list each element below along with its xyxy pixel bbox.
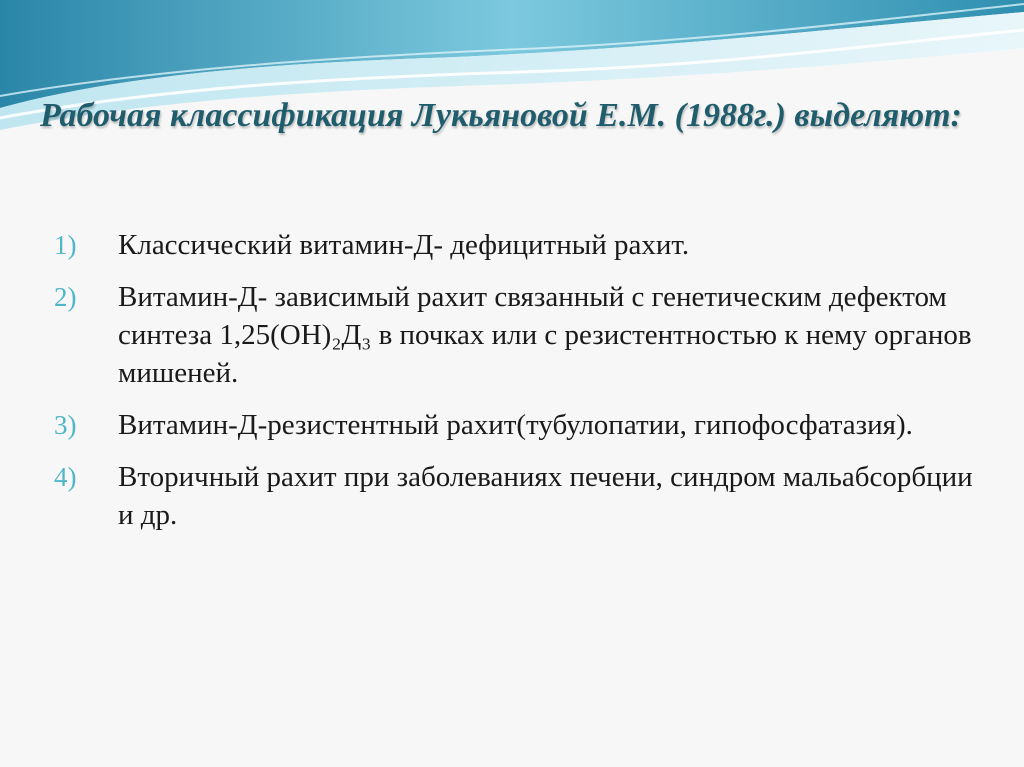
list-item-text: Витамин-Д- зависимый рахит связанный с генетическим дефектом синтеза 1,25(OH)₂Д₃ в почках или с резистентностью к нему органов мишеней. [118,281,972,389]
list-item-text: Витамин-Д-резистентный рахит(тубулопатии, гипофосфатазия). [118,409,913,441]
list-item [54,458,994,534]
list-item [54,226,994,264]
list-item [54,406,994,444]
slide-title: Рабочая классификация Лукьяновой Е.М. (1988г.) выделяют: [40,97,962,134]
classification-list [54,226,994,548]
list-item-number: 3) [54,410,77,440]
list-item-number: 4) [54,462,77,492]
list-item-number: 1) [54,230,77,260]
list-item-text: Вторичный рахит при заболеваниях печени, синдром мальабсорбции и др. [118,461,973,531]
list-item-text: Классический витамин-Д- дефицитный рахит. [118,229,690,261]
list-item-number: 2) [54,282,77,312]
list-item [54,278,994,392]
